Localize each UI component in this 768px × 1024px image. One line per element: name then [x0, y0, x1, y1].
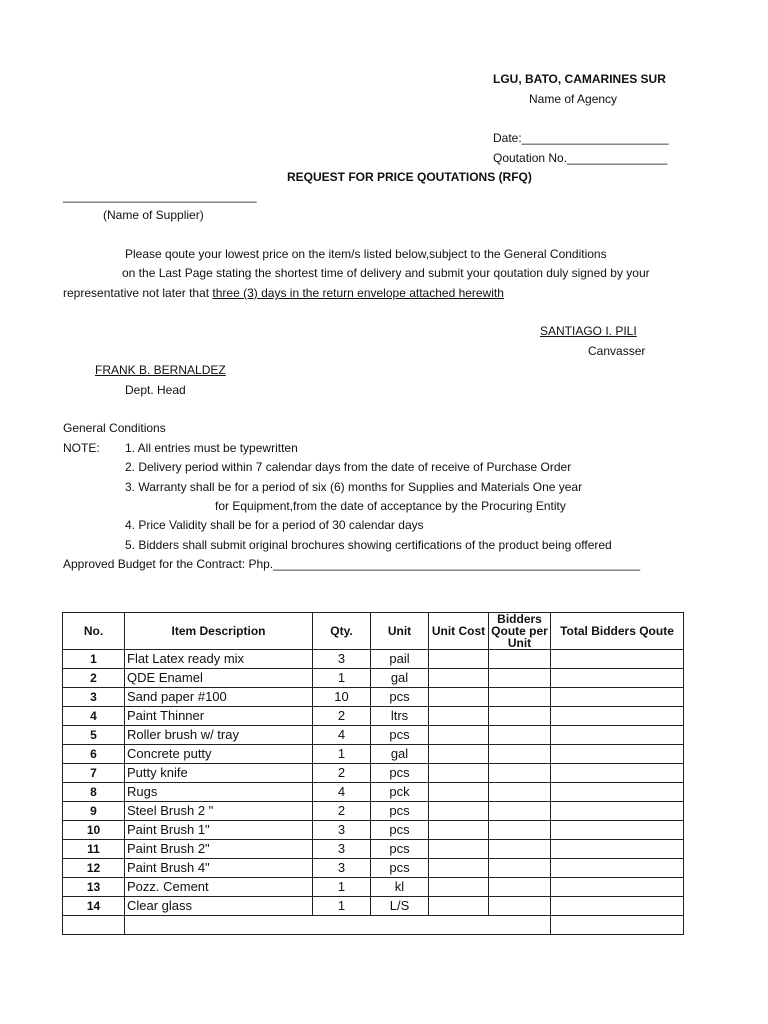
canvasser-title: Canvasser — [588, 344, 646, 358]
row-unit: pcs — [371, 821, 429, 840]
row-description: QDE Enamel — [125, 669, 313, 688]
table-row-blank — [63, 916, 684, 935]
table-body — [63, 650, 684, 935]
condition-3: 3. Warranty shall be for a period of six (6) months for Supplies and Materials One year — [125, 480, 583, 494]
row-unit-cost — [429, 897, 489, 916]
table-row — [63, 878, 684, 897]
row-description: Flat Latex ready mix — [125, 650, 313, 669]
row-qty: 1 — [313, 669, 371, 688]
body-line-1: Please qoute your lowest price on the item/s listed below,subject to the General Conditions — [125, 247, 607, 261]
row-qty: 2 — [313, 802, 371, 821]
row-qty: 3 — [313, 650, 371, 669]
row-unit: gal — [371, 745, 429, 764]
row-total-quote — [551, 707, 684, 726]
row-no: 12 — [63, 859, 125, 878]
row-unit-cost — [429, 669, 489, 688]
row-description: Concrete putty — [125, 745, 313, 764]
row-no: 1 — [63, 650, 125, 669]
row-bidders-quote — [489, 783, 551, 802]
body-line-3-text: representative not later that — [63, 286, 213, 300]
condition-2: 2. Delivery period within 7 calendar days from the date of receive of Purchase Order — [125, 460, 572, 474]
row-total-quote — [551, 802, 684, 821]
row-no: 11 — [63, 840, 125, 859]
row-no: 10 — [63, 821, 125, 840]
row-description: Steel Brush 2 " — [125, 802, 313, 821]
row-total-quote — [551, 745, 684, 764]
row-bidders-quote — [489, 859, 551, 878]
row-bidders-quote — [489, 669, 551, 688]
blank-cell-no — [63, 916, 125, 935]
row-qty: 4 — [313, 783, 371, 802]
approved-budget: Approved Budget for the Contract: Php._______________________________________________________ — [63, 557, 641, 571]
row-unit: ltrs — [371, 707, 429, 726]
col-header-description: Item Description — [125, 613, 313, 650]
table-header-row — [63, 613, 684, 650]
body-line-3 — [63, 286, 504, 300]
row-description: Paint Thinner — [125, 707, 313, 726]
conditions-heading: General Conditions — [63, 421, 166, 435]
row-description: Paint Brush 1" — [125, 821, 313, 840]
condition-1: 1. All entries must be typewritten — [125, 441, 298, 455]
blank-cell-total — [551, 916, 684, 935]
table-row — [63, 650, 684, 669]
row-unit: L/S — [371, 897, 429, 916]
row-bidders-quote — [489, 650, 551, 669]
row-bidders-quote — [489, 707, 551, 726]
row-no: 2 — [63, 669, 125, 688]
row-qty: 1 — [313, 878, 371, 897]
row-total-quote — [551, 821, 684, 840]
condition-4: 4. Price Validity shall be for a period of 30 calendar days — [125, 518, 424, 532]
row-bidders-quote — [489, 726, 551, 745]
row-no: 6 — [63, 745, 125, 764]
quotation-no-field: Qoutation No._______________ — [493, 151, 668, 165]
row-bidders-quote — [489, 878, 551, 897]
row-no: 3 — [63, 688, 125, 707]
lgu-name: LGU, BATO, CAMARINES SUR — [493, 72, 666, 86]
row-description: Clear glass — [125, 897, 313, 916]
row-unit-cost — [429, 707, 489, 726]
table-row — [63, 707, 684, 726]
table-row — [63, 821, 684, 840]
blank-cell-merged — [125, 916, 551, 935]
table-row — [63, 859, 684, 878]
row-bidders-quote — [489, 764, 551, 783]
row-description: Pozz. Cement — [125, 878, 313, 897]
row-qty: 2 — [313, 764, 371, 783]
table-row — [63, 783, 684, 802]
col-header-bidders-quote-per-unit: Bidders Qoute per Unit — [489, 613, 551, 650]
deadline-text: three (3) days in the return envelope attached herewith — [212, 286, 504, 300]
row-no: 14 — [63, 897, 125, 916]
row-unit-cost — [429, 688, 489, 707]
col-header-unit: Unit — [371, 613, 429, 650]
row-total-quote — [551, 897, 684, 916]
row-bidders-quote — [489, 745, 551, 764]
table-row — [63, 669, 684, 688]
row-qty: 10 — [313, 688, 371, 707]
row-total-quote — [551, 859, 684, 878]
page-title: REQUEST FOR PRICE QOUTATIONS (RFQ) — [287, 170, 532, 184]
row-qty: 2 — [313, 707, 371, 726]
row-unit: pail — [371, 650, 429, 669]
row-bidders-quote — [489, 821, 551, 840]
table-row — [63, 840, 684, 859]
table-row — [63, 897, 684, 916]
date-field: Date:______________________ — [493, 131, 669, 145]
body-line-2: on the Last Page stating the shortest time of delivery and submit your qoutation duly signed by your — [122, 266, 650, 280]
col-header-no: No. — [63, 613, 125, 650]
table-row — [63, 726, 684, 745]
row-unit-cost — [429, 745, 489, 764]
row-description: Roller brush w/ tray — [125, 726, 313, 745]
row-qty: 4 — [313, 726, 371, 745]
table-row — [63, 764, 684, 783]
row-description: Putty knife — [125, 764, 313, 783]
row-total-quote — [551, 650, 684, 669]
row-unit: pcs — [371, 764, 429, 783]
row-description: Paint Brush 4" — [125, 859, 313, 878]
row-no: 8 — [63, 783, 125, 802]
dept-head-name: FRANK B. BERNALDEZ — [95, 363, 226, 377]
row-unit-cost — [429, 878, 489, 897]
row-unit-cost — [429, 840, 489, 859]
table-row — [63, 802, 684, 821]
row-description: Sand paper #100 — [125, 688, 313, 707]
row-unit: kl — [371, 878, 429, 897]
row-unit-cost — [429, 802, 489, 821]
row-no: 13 — [63, 878, 125, 897]
row-bidders-quote — [489, 897, 551, 916]
row-qty: 1 — [313, 897, 371, 916]
row-qty: 3 — [313, 821, 371, 840]
dept-head-title: Dept. Head — [125, 383, 186, 397]
row-unit: gal — [371, 669, 429, 688]
items-table — [62, 612, 684, 935]
table-row — [63, 688, 684, 707]
row-unit: pcs — [371, 840, 429, 859]
row-total-quote — [551, 669, 684, 688]
row-bidders-quote — [489, 840, 551, 859]
row-bidders-quote — [489, 688, 551, 707]
row-total-quote — [551, 688, 684, 707]
row-unit: pcs — [371, 859, 429, 878]
row-qty: 1 — [313, 745, 371, 764]
table-row — [63, 745, 684, 764]
row-description: Paint Brush 2" — [125, 840, 313, 859]
col-header-unit-cost: Unit Cost — [429, 613, 489, 650]
col-header-total-bidders-quote: Total Bidders Qoute — [551, 613, 684, 650]
row-total-quote — [551, 878, 684, 897]
row-no: 4 — [63, 707, 125, 726]
row-unit: pck — [371, 783, 429, 802]
row-unit: pcs — [371, 802, 429, 821]
col-header-qty: Qty. — [313, 613, 371, 650]
row-no: 7 — [63, 764, 125, 783]
row-unit: pcs — [371, 688, 429, 707]
condition-3-cont: for Equipment,from the date of acceptance by the Procuring Entity — [215, 499, 566, 513]
canvasser-name: SANTIAGO I. PILI — [540, 324, 637, 338]
row-unit-cost — [429, 859, 489, 878]
row-total-quote — [551, 726, 684, 745]
row-unit: pcs — [371, 726, 429, 745]
row-bidders-quote — [489, 802, 551, 821]
row-total-quote — [551, 764, 684, 783]
row-description: Rugs — [125, 783, 313, 802]
agency-label: Name of Agency — [529, 92, 618, 106]
row-qty: 3 — [313, 859, 371, 878]
row-no: 9 — [63, 802, 125, 821]
row-unit-cost — [429, 783, 489, 802]
row-total-quote — [551, 783, 684, 802]
row-unit-cost — [429, 650, 489, 669]
row-unit-cost — [429, 821, 489, 840]
row-unit-cost — [429, 726, 489, 745]
row-total-quote — [551, 840, 684, 859]
row-no: 5 — [63, 726, 125, 745]
note-label: NOTE: — [63, 441, 100, 455]
row-qty: 3 — [313, 840, 371, 859]
row-unit-cost — [429, 764, 489, 783]
condition-5: 5. Bidders shall submit original brochures showing certifications of the product being offered — [125, 538, 612, 552]
supplier-label: (Name of Supplier) — [103, 208, 204, 222]
supplier-line: _____________________________ — [63, 189, 257, 203]
